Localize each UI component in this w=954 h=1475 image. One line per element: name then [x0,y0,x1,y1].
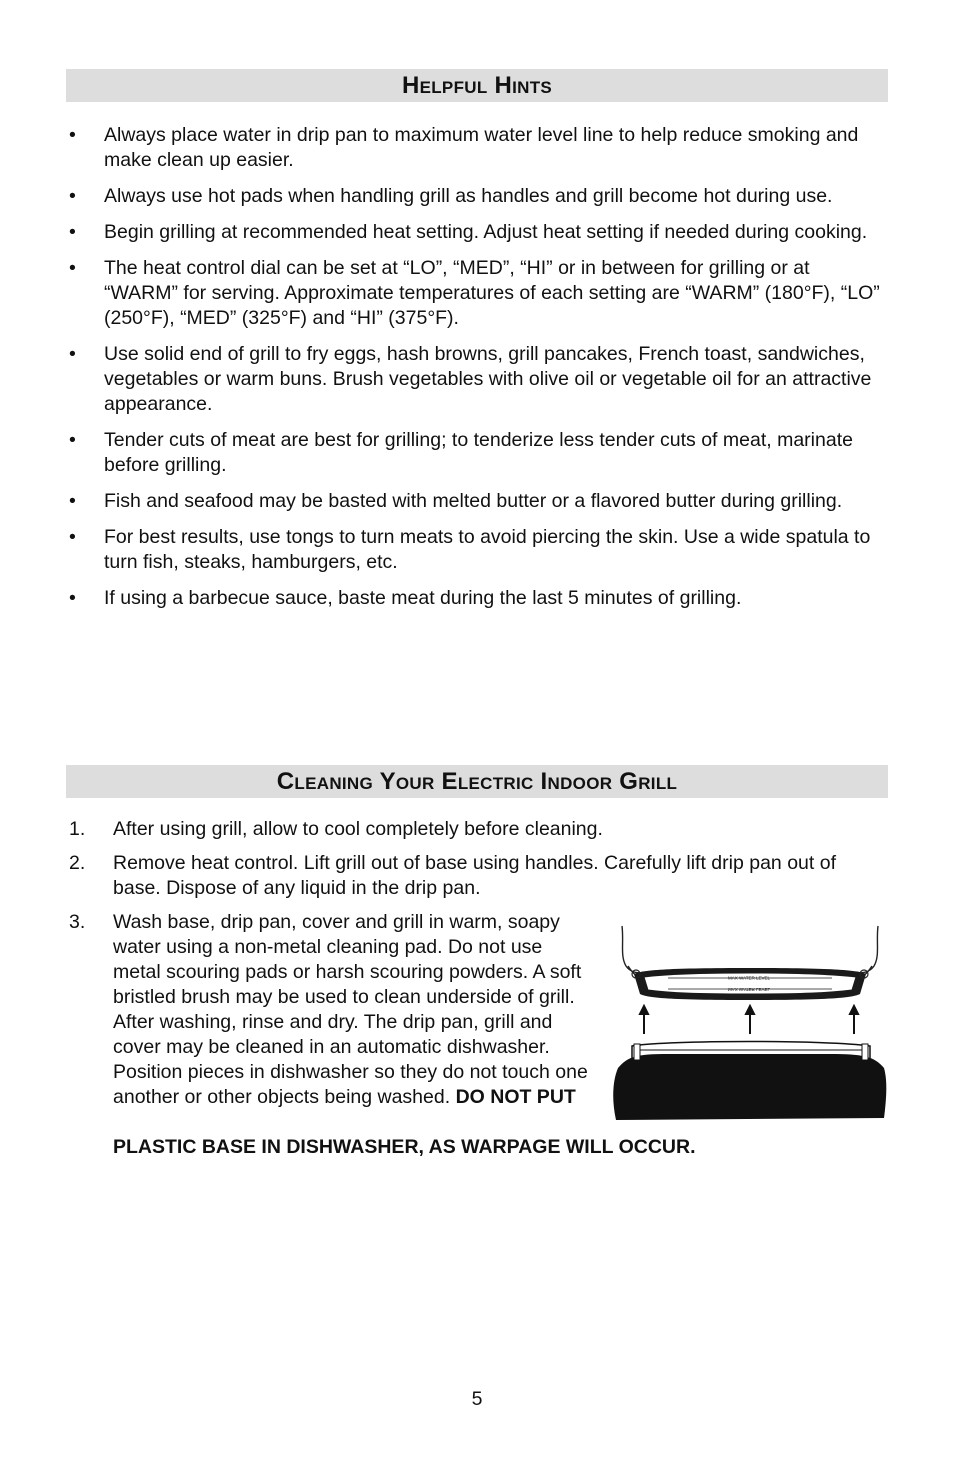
list-item: 2. Remove heat control. Lift grill out of base using handles. Carefully lift drip pan out of base. Dispose of any liquid in the drip pan. [69,852,836,899]
list-item: • Always use hot pads when handling grill as handles and grill become hot during use. [69,185,833,207]
list-item: • For best results, use tongs to turn meats to avoid piercing the skin. Use a wide spatula to turn fish, steaks, hamburgers, etc. [69,526,871,573]
warning-text-continued: PLASTIC BASE IN DISHWASHER, AS WARPAGE WILL OCCUR. [113,1136,696,1158]
list-item: • Fish and seafood may be basted with melted butter or a flavored butter during grilling. [69,490,843,512]
page-number: 5 [471,1388,483,1410]
max-water-level-label: MAX WATER LEVEL [727,975,771,981]
warning-text: DO NOT PUT [455,1086,576,1108]
grill-base-icon [613,1042,886,1121]
helpful-hints-list [66,123,888,622]
list-item: 1. After using grill, allow to cool completely before cleaning. [69,818,603,840]
max-water-level-label-mirrored: MAX WATER LEVEL [727,987,771,992]
arrow-up-icon [640,1006,858,1034]
list-item: • Tender cuts of meat are best for grilling; to tenderize less tender cuts of meat, marinate before grilling. [69,429,853,476]
cleaning-heading: Cleaning Your Electric Indoor Grill [66,765,888,798]
helpful-hints-heading: Helpful Hints [66,69,888,102]
list-item: 3. Wash base, drip pan, cover and grill in warm, soapy water using a non-metal cleaning pad. Do not use metal scouring pads or harsh scouring powders. A soft bristled brush may be used to clean underside of grill. After washing, rinse and dry. The drip pan, grill and cover may be cleaned in an automatic dishwasher. Position pieces in dishwasher so they do not touch one another or other objects being washed. DO NOT PUT [69,911,588,1108]
list-item: • Always place water in drip pan to maximum water level line to help reduce smoking and make clean up easier. [69,124,859,171]
drip-pan-icon [632,968,868,1000]
list-item: • Use solid end of grill to fry eggs, hash browns, grill pancakes, French toast, sandwiches, vegetables or warm buns. Brush vegetables with olive oil or vegetable oil for an attractive appearance. [69,343,872,415]
list-item: • The heat control dial can be set at “LO”, “MED”, “HI” or in between for grilling or at “WARM” for serving. Approximate temperatures of each setting are “WARM” (180°F), “LO” (250°F), “MED” (325°F) and “HI” (375°F). [69,257,880,329]
grill-drip-pan-illustration [608,922,890,1124]
list-item: • Begin grilling at recommended heat setting. Adjust heat setting if needed during cooking. [69,221,868,243]
list-item: • If using a barbecue sauce, baste meat during the last 5 minutes of grilling. [69,587,742,609]
